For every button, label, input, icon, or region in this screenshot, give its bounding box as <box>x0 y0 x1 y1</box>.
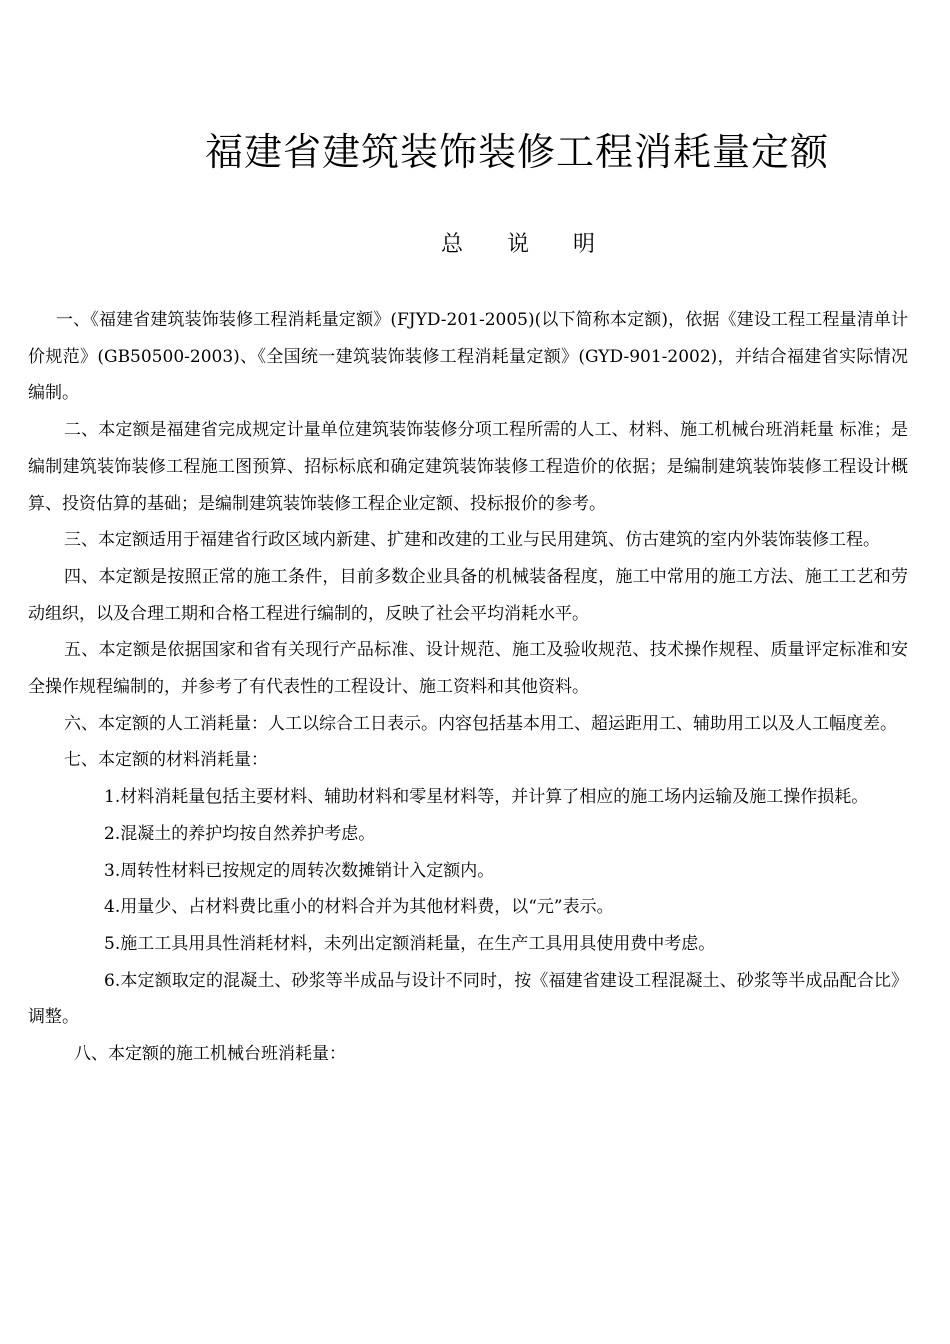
list-item-1: 1.材料消耗量包括主要材料、辅助材料和零星材料等，并计算了相应的施工场内运输及施工操作损耗。 <box>104 787 869 808</box>
document-title: 福建省建筑装饰装修工程消耗量定额 <box>204 130 829 174</box>
list-item-4: 4.用量少、占材料费比重小的材料合并为其他材料费，以“元”表示。 <box>104 897 614 918</box>
list-item-6: 6.本定额取定的混凝土、砂浆等半成品与设计不同时，按《福建省建设工程混凝土、砂浆等半成品配合比》调整。 <box>28 970 908 1028</box>
paragraph-8: 八、本定额的施工机械台班消耗量： <box>74 1044 346 1065</box>
paragraph-1: 一、《福建省建筑装饰装修工程消耗量定额》(FJYD-201-2005)(以下简称本定额)，依据《建设工程工程量清单计价规范》(GB50500-2003)、《全国统一建筑装饰装修工程消耗量定额》(GYD-901-2002)，并结合福建省实际情况编制。 <box>28 310 908 404</box>
body-text <box>28 302 908 1073</box>
paragraph-5: 五、本定额是依据国家和省有关现行产品标准、设计规范、施工及验收规范、技术操作规程、质量评定标准和安全操作规程编制的，并参考了有代表性的工程设计、施工资料和其他资料。 <box>28 640 908 698</box>
paragraph-2: 二、本定额是福建省完成规定计量单位建筑装饰装修分项工程所需的人工、材料、施工机械台班消耗量 标准；是编制建筑装饰装修工程施工图预算、招标标底和确定建筑装饰装修工程造价的依据；是编制建筑装饰装修工程设计概算、投资估算的基础；是编制建筑装饰装修工程企业定额、投标报价的参考。 <box>28 420 908 514</box>
paragraph-7: 七、本定额的材料消耗量： <box>64 750 268 771</box>
list-item-2: 2.混凝土的养护均按自然养护考虑。 <box>104 823 376 844</box>
section-heading: 总 说 明 <box>440 232 595 257</box>
list-item-5: 5.施工工具用具性消耗材料，未列出定额消耗量，在生产工具用具使用费中考虑。 <box>104 933 716 954</box>
list-item-3: 3.周转性材料已按规定的周转次数摊销计入定额内。 <box>104 860 495 881</box>
paragraph-4: 四、本定额是按照正常的施工条件，目前多数企业具备的机械装备程度，施工中常用的施工方法、施工工艺和劳动组织，以及合理工期和合格工程进行编制的，反映了社会平均消耗水平。 <box>28 566 908 624</box>
paragraph-3: 三、本定额适用于福建省行政区域内新建、扩建和改建的工业与民用建筑、仿古建筑的室内外装饰装修工程。 <box>64 530 880 551</box>
paragraph-6: 六、本定额的人工消耗量：人工以综合工日表示。内容包括基本用工、超运距用工、辅助用工以及人工幅度差。 <box>64 713 897 734</box>
